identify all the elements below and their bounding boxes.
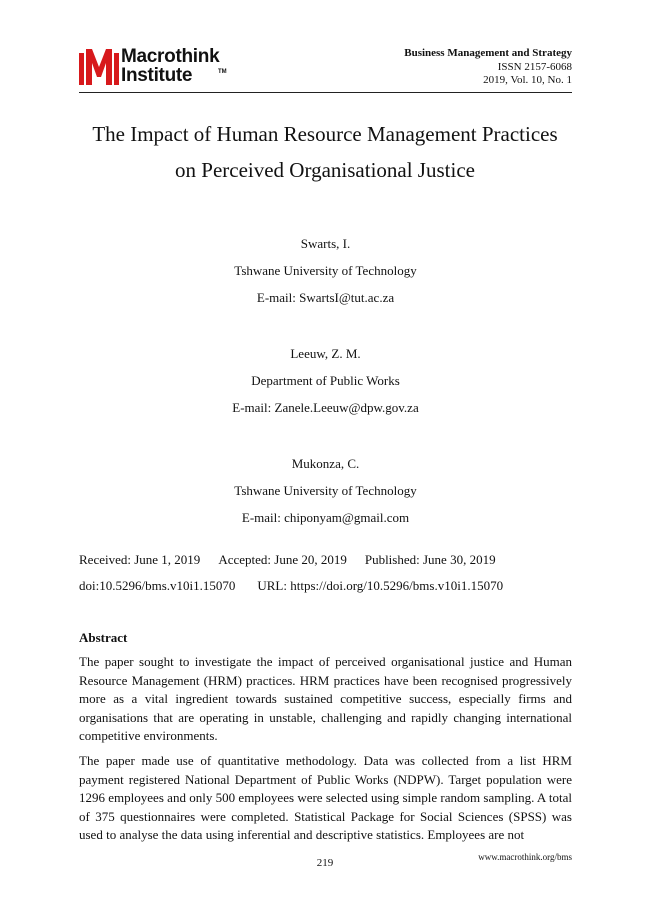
doi-text: doi:10.5296/bms.v10i1.15070 bbox=[79, 578, 236, 593]
author-block bbox=[79, 340, 572, 421]
author-affiliation: Tshwane University of Technology bbox=[234, 263, 417, 278]
author-name: Mukonza, C. bbox=[291, 456, 360, 471]
title-line2: on Perceived Organisational Justice bbox=[175, 158, 475, 182]
author-list bbox=[79, 230, 572, 560]
abstract-paragraph-2: The paper made use of quantitative methodology. Data was collected from a list HRM payment registered National Department of Public Works (NDPW). Target population were 1296 employees and only 500 employees were selected using simple random sampling. A total of 375 questionnaires were completed. Statistical Package for Social Sciences (SPSS) was used to analyse the data using inferential and descriptive statistics. Employees are not bbox=[79, 752, 572, 843]
author-block bbox=[79, 230, 572, 311]
paper-title bbox=[60, 116, 590, 188]
journal-header bbox=[404, 47, 572, 88]
author-block bbox=[79, 450, 572, 531]
header-rule bbox=[79, 92, 572, 93]
published-date: Published: June 30, 2019 bbox=[364, 552, 496, 567]
author-affiliation: Department of Public Works bbox=[251, 373, 400, 388]
abstract-paragraph-1: The paper sought to investigate the impact of perceived organisational justice and Human Resource Management (HRM) practices. HRM practices have been recognised progressively more as a vital ingredient towards sustained competitive success, especially firms and organisations that are operating in unstable, challenging and rapidly changing international competitive environments. bbox=[79, 654, 572, 744]
publication-meta bbox=[79, 547, 503, 599]
journal-issn: ISSN 2157-6068 bbox=[497, 60, 572, 73]
macrothink-logo-icon bbox=[79, 49, 119, 85]
logo-line2: Institute bbox=[121, 65, 193, 86]
page-number: 219 bbox=[316, 857, 334, 869]
journal-issue: 2019, Vol. 10, No. 1 bbox=[483, 74, 572, 86]
publisher-logo bbox=[79, 47, 249, 87]
dates-line bbox=[79, 547, 503, 573]
ids-line bbox=[79, 573, 503, 599]
journal-name: Business Management and Strategy bbox=[404, 47, 572, 59]
author-name: Leeuw, Z. M. bbox=[290, 346, 361, 361]
author-name: Swarts, I. bbox=[300, 236, 351, 251]
abstract-section bbox=[79, 629, 572, 851]
accepted-date: Accepted: June 20, 2019 bbox=[218, 552, 347, 567]
logo-line1: Macrothink bbox=[121, 46, 220, 67]
author-email[interactable]: E-mail: chiponyam@gmail.com bbox=[241, 510, 410, 525]
title-line1: The Impact of Human Resource Management Practices bbox=[92, 122, 558, 146]
footer-url-link[interactable]: www.macrothink.org/bms bbox=[478, 852, 572, 862]
author-email[interactable]: E-mail: Zanele.Leeuw@dpw.gov.za bbox=[232, 400, 419, 415]
logo-trademark: TM bbox=[218, 69, 227, 75]
doi-url-link[interactable]: URL: https://doi.org/10.5296/bms.v10i1.15070 bbox=[257, 578, 504, 593]
author-email[interactable]: E-mail: SwartsI@tut.ac.za bbox=[256, 290, 395, 305]
abstract-heading: Abstract bbox=[79, 630, 128, 645]
received-date: Received: June 1, 2019 bbox=[79, 552, 201, 567]
author-affiliation: Tshwane University of Technology bbox=[234, 483, 417, 498]
